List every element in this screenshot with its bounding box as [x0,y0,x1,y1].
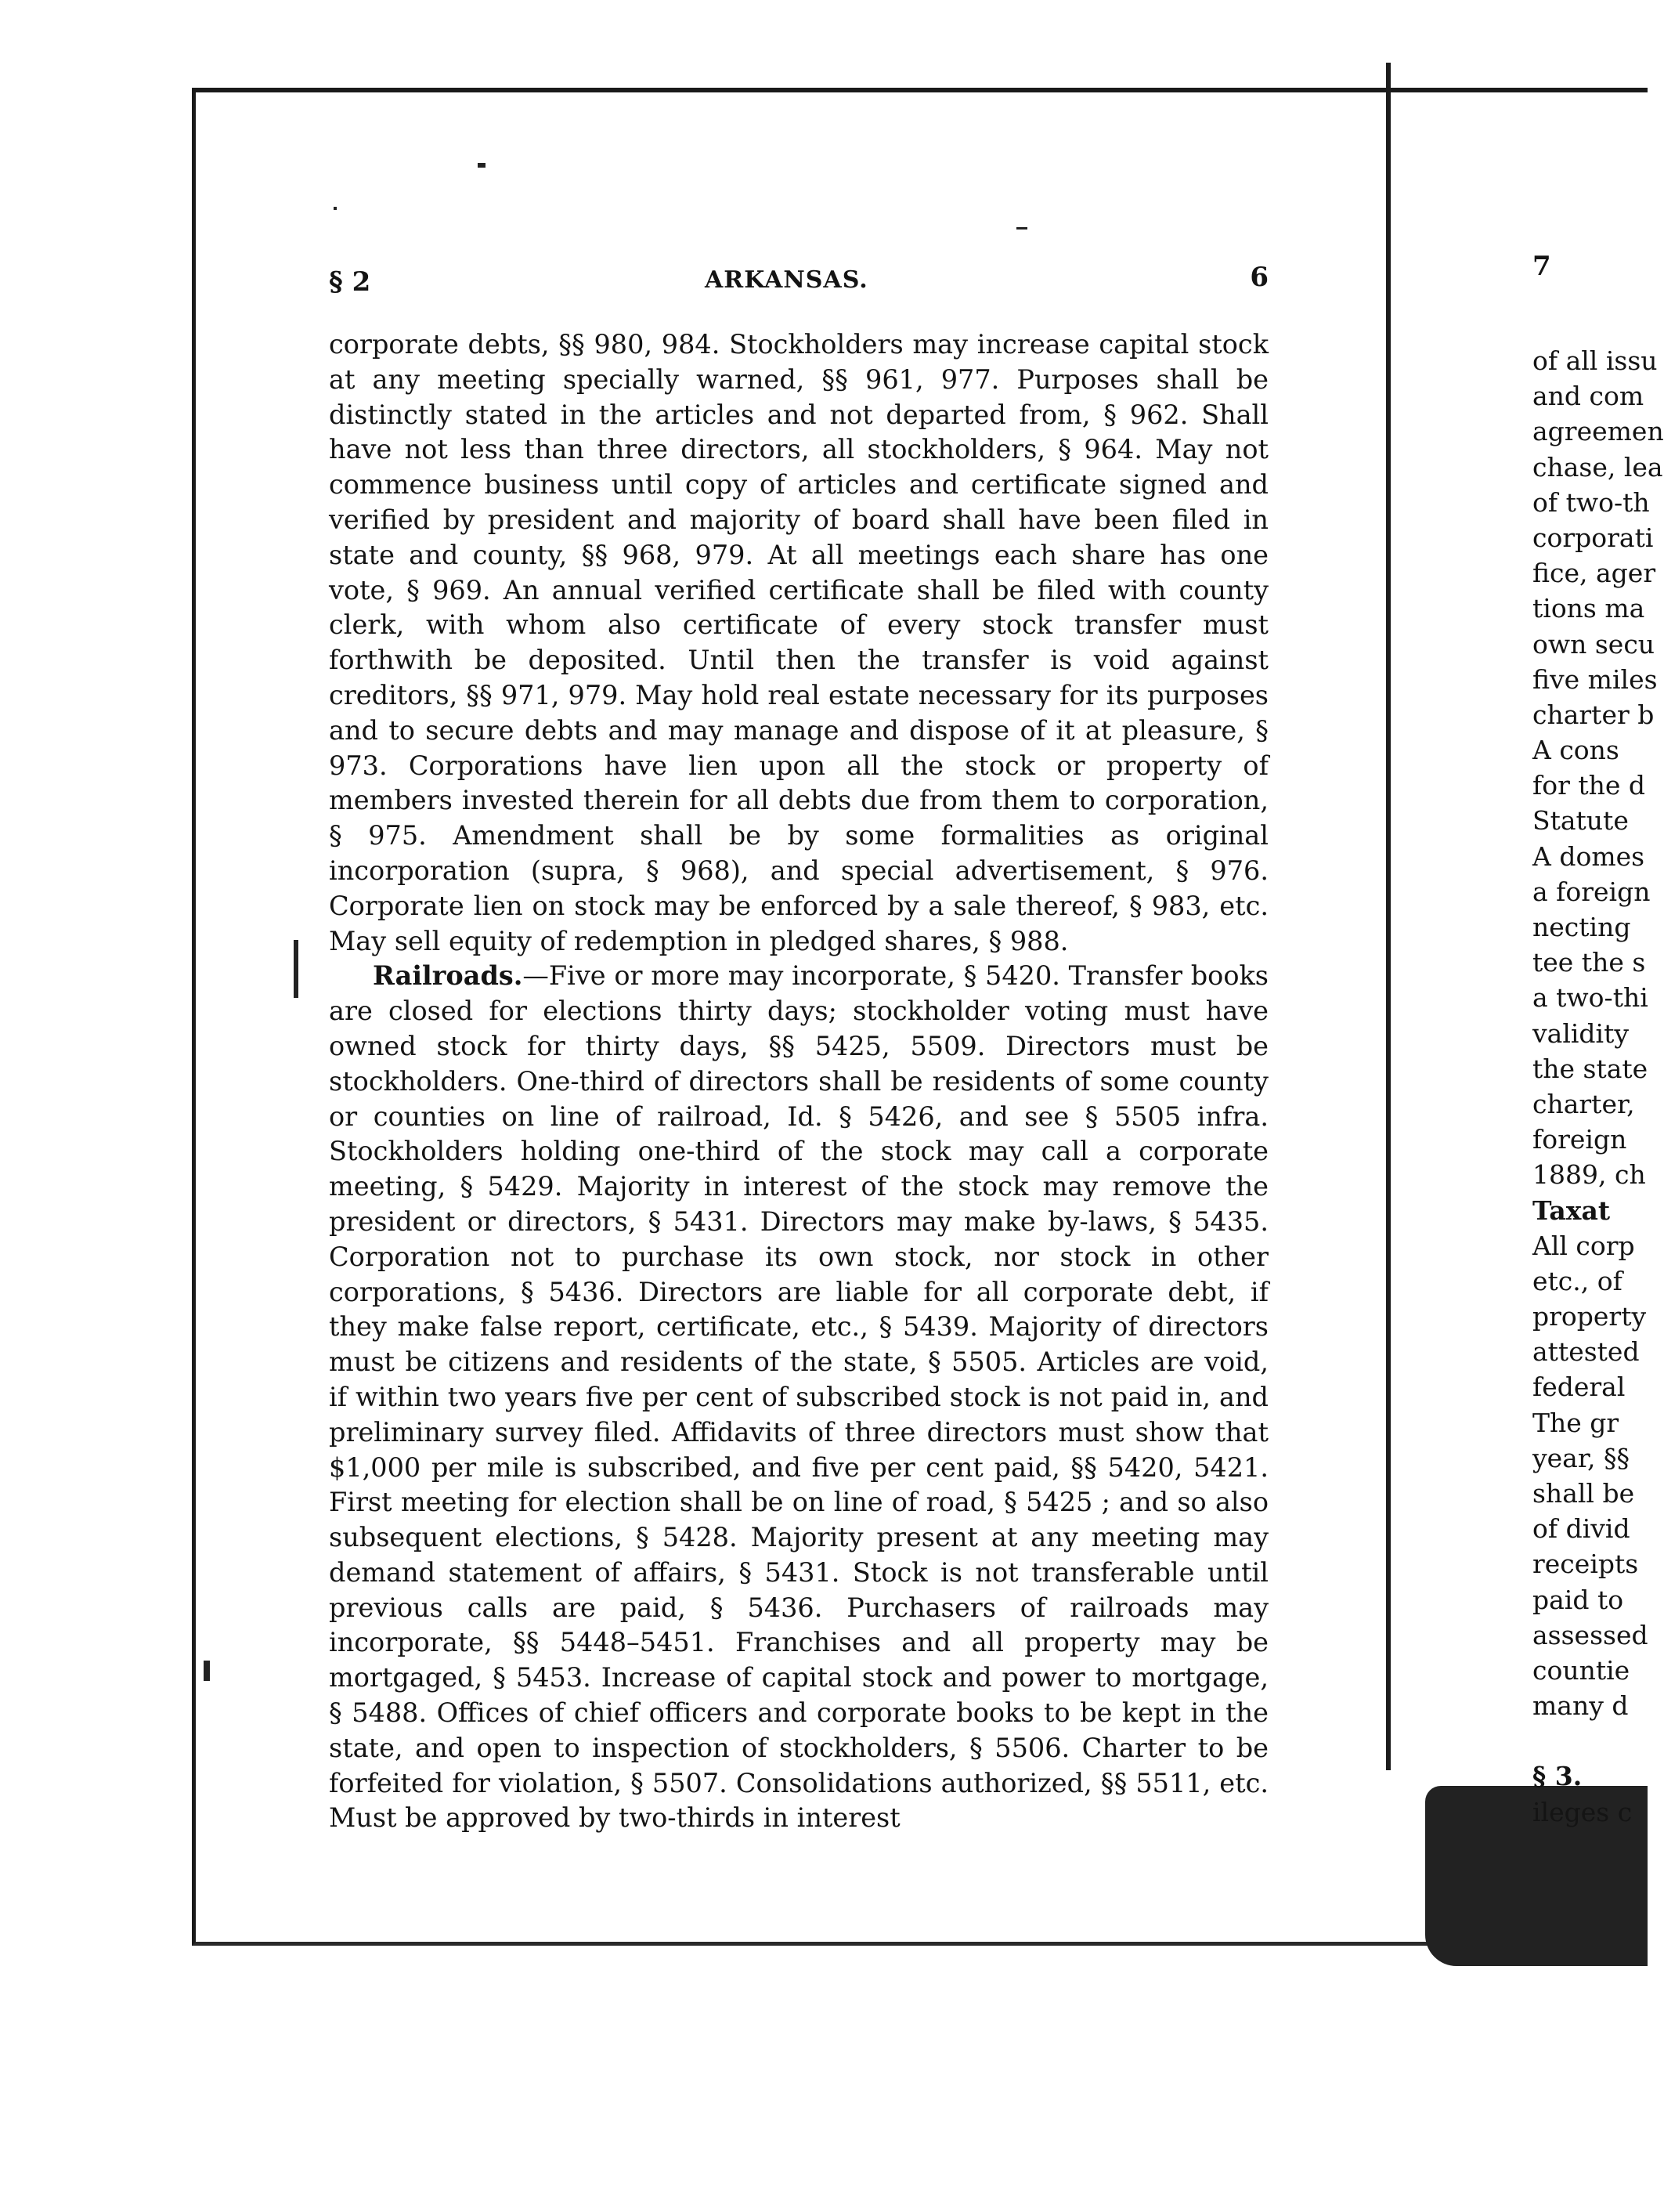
text-fragment: necting [1532,912,1631,942]
text-fragment: receipts [1532,1549,1639,1580]
paragraph-text: —Five or more may incorporate, § 5420. Transfer books are closed for elections thirty days; stockholder voting must have owned stock for thirty days, §§ 5425, 5509. Directors must be stockholders. One-third of directors shall be residents of some county or counties on line of railroad, Id. § 5426, and see § 5505 infra. Stockholders holding one-third of the stock may call a corporate meeting, § 5429. Majority in interest of the stock may remove the president or directors, § 5431. Directors may make by-laws, § 5435. Corporation not to purchase its own stock, nor stock in other corporations, § 5436. Directors are liable for all corporate debt, if they make false report, certificate, etc., § 5439. Majority of directors must be citizens and residents of the state, § 5505. Articles are void, if within two years five per cent of subscribed stock is not paid in, and preliminary survey filed. Affidavits of three directors must show that $1,000 per mile is subscribed, and five per cent paid, §§ 5420, 5421. First meeting for election shall be on line of road, § 5425 ; and so also subsequent elections, § 5428. Majority present at any meeting may demand statement of affairs, § 5431. Stock is not transferable until previous calls are paid, § 5436. Purchasers of railroads may incorporate, §§ 5448–5451. Franchises and all property may be mortgaged, § 5453. Increase of capital stock and power to mortgage, § 5488. Offices of chief officers and corporate books to be kept in the state, and open to inspection of stockholders, § 5506. Charter to be forfeited for violation, § 5507. Consolidations authorized, §§ 5511, etc. Must be approved by two-thirds in interest [329,960,1269,1834]
text-fragment: a two-thi [1532,982,1648,1014]
text-fragment: Statute [1532,805,1629,837]
text-fragment: 1889, ch [1532,1159,1646,1191]
text-fragment: foreign [1532,1124,1627,1155]
scan-speck [334,207,337,210]
right-page [1532,251,1664,1830]
text-fragment: federal [1532,1372,1626,1403]
scan-speck [478,163,485,168]
text-fragment: property [1532,1301,1647,1332]
scan-speck [294,940,298,998]
text-fragment: of two-th [1532,486,1650,518]
text-fragment: paid to [1532,1584,1624,1615]
text-fragment: a foreign [1532,876,1651,907]
text-fragment: of all issu [1532,345,1658,376]
text-fragment: the state [1532,1053,1648,1084]
section-mark: § 2 [329,266,371,298]
text-fragment: own secu [1532,628,1655,660]
text-fragment: countie [1532,1654,1630,1686]
running-head [329,251,1269,298]
scan-speck [1016,227,1027,230]
text-fragment: etc., of [1532,1265,1622,1296]
text-fragment: The gr [1532,1407,1619,1438]
text-fragment: shall be [1532,1478,1635,1509]
text-fragment: and com [1532,381,1644,412]
text-fragment: All corp [1532,1230,1635,1261]
paragraph-railroads [329,959,1269,1836]
text-fragment: chase, lea [1532,451,1663,483]
text-fragment: five miles [1532,663,1658,695]
text-fragment: charter, [1532,1088,1635,1119]
running-title: ARKANSAS. [705,266,868,294]
text-fragment: charter b [1532,699,1655,730]
run-in-heading: Railroads. [373,960,523,992]
text-fragment: tions ma [1532,593,1645,624]
text-fragment: of divid [1532,1513,1630,1545]
scan-speck [204,1661,210,1681]
text-fragment: corporati [1532,522,1654,553]
text-fragment: many d [1532,1690,1629,1722]
text-fragment: § 3. [1532,1761,1583,1792]
left-page [329,251,1269,1836]
page-number: 6 [1250,262,1269,293]
text-fragment: A cons [1532,735,1619,766]
right-page-fragments [1532,343,1664,1830]
text-fragment: agreemen [1532,416,1664,447]
body-text [329,327,1269,1836]
text-fragment: attested [1532,1336,1640,1368]
text-fragment: A domes [1532,840,1645,872]
text-fragment: Taxat [1532,1195,1611,1226]
text-fragment: for the d [1532,770,1646,801]
text-fragment: tee the s [1532,947,1646,978]
text-fragment: fice, ager [1532,558,1656,589]
right-page-number: 7 [1532,251,1551,282]
book-fold-shadow [1386,63,1391,1770]
paragraph: corporate debts, §§ 980, 984. Stockholders may increase capital stock at any meeting specially warned, §§ 961, 977. Purposes shall be distinctly stated in the articles and not departed from, § 962. Shall have not less than three directors, all stockholders, § 964. May not commence business until copy of articles and certificate signed and verified by president and majority of board shall have been filed in state and county, §§ 968, 979. At all meetings each share has one vote, § 969. An annual verified certificate shall be filed with county clerk, with whom also certificate of every stock transfer must forthwith be deposited. Until then the transfer is void against creditors, §§ 971, 979. May hold real estate necessary for its purposes and to secure debts and may manage and dispose of it at pleasure, § 973. Corporations have lien upon all the stock or property of members invested therein for all debts due from them to corporation, § 975. Amendment shall be by some formalities as original incorporation (supra, § 968), and special advertisement, § 976. Corporate lien on stock may be enforced by a sale thereof, § 983, etc. May sell equity of redemption in pledged shares, § 988. [329,329,1269,956]
text-fragment: ileges c [1532,1796,1633,1827]
text-fragment: year, §§ [1532,1442,1630,1473]
text-fragment: assessed [1532,1619,1648,1650]
text-fragment: validity [1532,1017,1630,1049]
